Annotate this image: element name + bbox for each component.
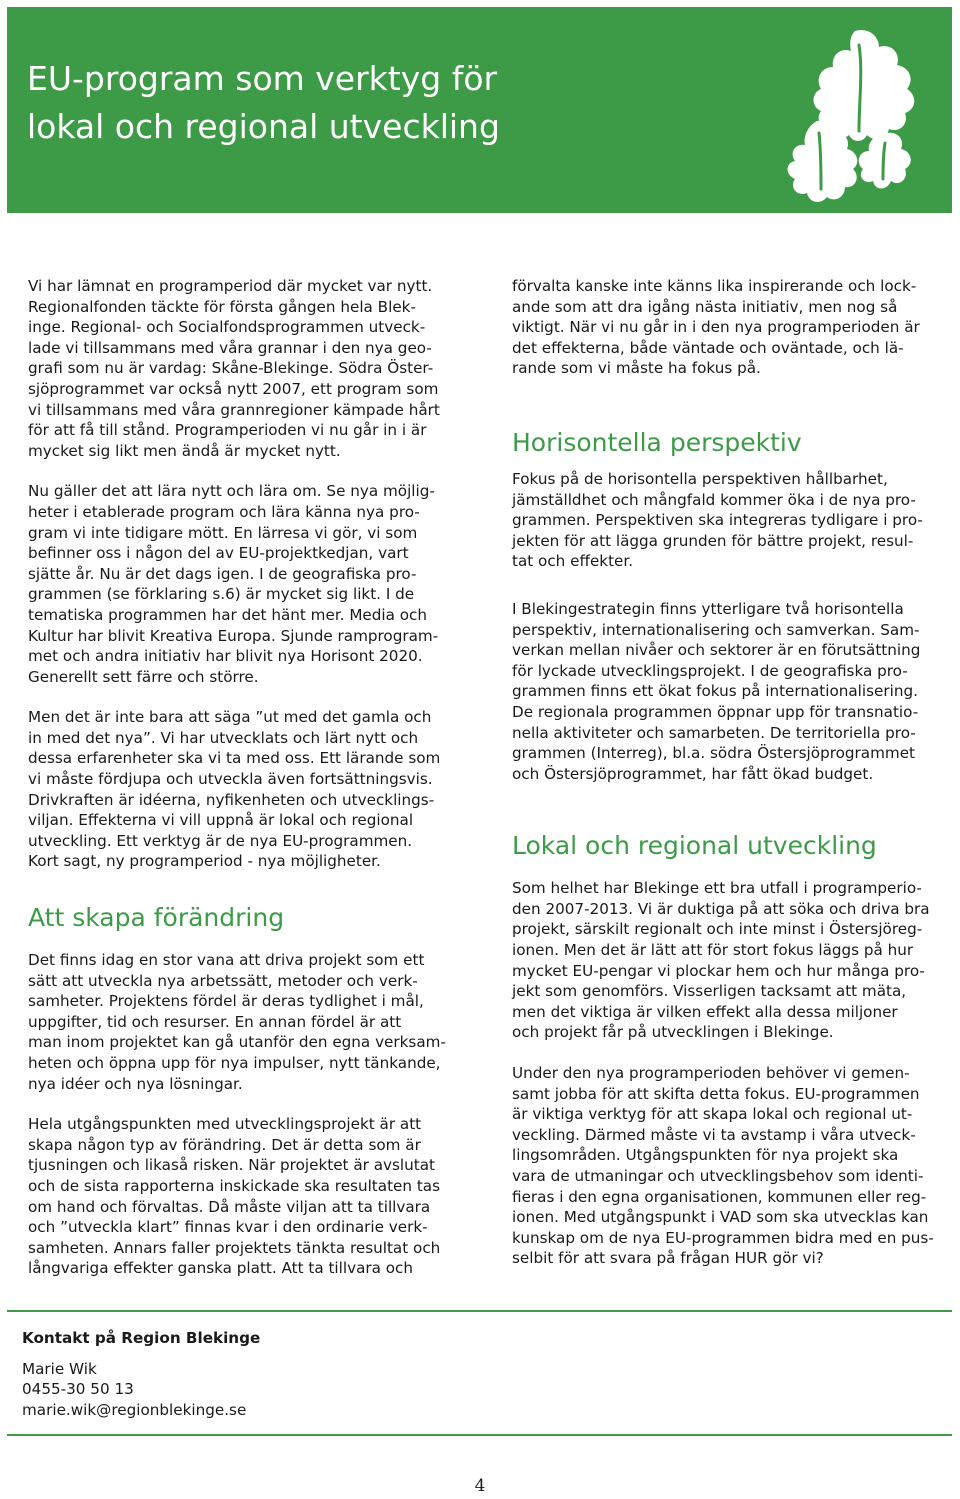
text-line: De regionala programmen öppnar upp för transnatio- bbox=[512, 702, 919, 721]
text-line: om hand och förvaltas. Då måste viljan att ta tillvara bbox=[28, 1197, 431, 1216]
text-line: långvariga effekter ganska platt. Att ta tillvara och bbox=[28, 1259, 414, 1278]
text-line: grammen finns ett ökat fokus på internationalisering. bbox=[512, 682, 918, 701]
text-line: nya idéer och nya lösningar. bbox=[28, 1074, 243, 1093]
text-line: fieras i den egna organisationen, kommunen eller reg- bbox=[512, 1187, 927, 1206]
text-line: skapa någon typ av förändring. Det är detta som är bbox=[28, 1135, 421, 1154]
paragraph bbox=[512, 276, 952, 379]
page-number: 4 bbox=[474, 1476, 486, 1496]
text-line: vara de utmaningar och utvecklingsbehov som identi- bbox=[512, 1167, 924, 1185]
paragraph bbox=[28, 276, 468, 461]
text-line: grammen (se förklaring s.6) är mycket sig likt. I de bbox=[28, 585, 415, 604]
paragraph bbox=[28, 707, 468, 872]
text-line: Kultur har blivit Kreativa Europa. Sjunde ramprogram- bbox=[28, 626, 439, 645]
text-line: samt jobba för att skifta detta fokus. EU-programmen bbox=[512, 1084, 920, 1103]
text-line: mycket EU-pengar vi plockar hem och hur många pro- bbox=[512, 961, 925, 980]
text-line: lingsområden. Utgångspunkten för nya projekt ska bbox=[512, 1146, 899, 1165]
text-line: jekten för att lägga grunden för bättre projekt, resul- bbox=[512, 531, 914, 550]
text-line: jämställdhet och mångfald kommer öka i de nya pro- bbox=[512, 490, 916, 509]
text-line: Hela utgångspunkten med utvecklingsprojekt är att bbox=[28, 1115, 422, 1134]
text-line: Det finns idag en stor vana att driva projekt som ett bbox=[28, 951, 425, 970]
header-banner bbox=[7, 7, 952, 213]
text-line: tjusningen och likaså risken. När projektet är avslutat bbox=[28, 1156, 435, 1175]
text-line: är viktiga verktyg för att skapa lokal och regional ut- bbox=[512, 1105, 913, 1124]
page-title-line-1: EU-program som verktyg för bbox=[27, 59, 498, 98]
text-line: Vi har lämnat en programperiod där mycket var nytt. bbox=[28, 277, 433, 295]
contact-box bbox=[22, 1328, 260, 1420]
text-line: Nu gäller det att lära nytt och lära om. Se nya möjlig- bbox=[28, 482, 435, 501]
text-line: nella aktiviteter och samarbeten. De territoriella pro- bbox=[512, 723, 916, 742]
right-column bbox=[512, 276, 952, 1269]
text-line: heter i etablerade program och lära känna nya pro- bbox=[28, 502, 420, 521]
text-line: och projekt får på utvecklingen i Blekinge. bbox=[512, 1023, 834, 1042]
text-line: rande som vi måste ha fokus på. bbox=[512, 359, 761, 378]
paragraph bbox=[512, 469, 952, 572]
text-line: ionen. Med utgångspunkt i VAD som ska utvecklas kan bbox=[512, 1208, 929, 1227]
text-line: Regionalfonden täckte för första gången hela Blek- bbox=[28, 297, 416, 316]
text-line: för att få till stånd. Programperioden vi nu går in i är bbox=[28, 421, 427, 440]
text-line: sjöprogrammet var också nytt 2007, ett program som bbox=[28, 379, 439, 398]
section-heading-att-skapa-forandring: Att skapa förändring bbox=[28, 903, 285, 933]
text-line: och Östersjöprogrammet, har fått ökad budget. bbox=[512, 764, 874, 783]
page-title-line-2: lokal och regional utveckling bbox=[27, 107, 500, 146]
left-column bbox=[28, 276, 468, 1279]
text-line: heten och öppna upp för nya impulser, nytt tänkande, bbox=[28, 1054, 441, 1072]
text-line: kunskap om de nya EU-programmen bidra med en pus- bbox=[512, 1228, 934, 1247]
text-line: Fokus på de horisontella perspektiven hållbarhet, bbox=[512, 469, 888, 488]
text-line: viktigt. När vi nu går in i den nya programperioden är bbox=[512, 318, 920, 337]
text-line: vi måste fördjupa och utveckla även fortsättningsvis. bbox=[28, 770, 433, 789]
text-line: verkan mellan nivåer och sektorer är en förutsättning bbox=[512, 641, 921, 660]
text-line: grammen (Interreg), bl.a. södra Östersjöprogrammet bbox=[512, 744, 915, 763]
paragraph bbox=[28, 481, 468, 687]
text-line: dessa erfarenheter ska vi ta med oss. Ett lärande som bbox=[28, 749, 441, 768]
contact-name: Marie Wik bbox=[22, 1359, 97, 1378]
text-line: perspektiv, internationalisering och samverkan. Sam- bbox=[512, 620, 920, 639]
contact-phone: 0455-30 50 13 bbox=[22, 1380, 134, 1399]
text-line: sjätte år. Nu är det dags igen. I de geografiska pro- bbox=[28, 564, 417, 583]
text-line: man inom projektet kan gå utanför den egna verksam- bbox=[28, 1033, 446, 1052]
paragraph bbox=[512, 1063, 952, 1269]
text-line: Men det är inte bara att säga ”ut med det gamla och bbox=[28, 708, 432, 727]
text-line: projekt, särskilt regionalt och inte minst i Östersjöreg- bbox=[512, 920, 923, 939]
text-line: förvalta kanske inte känns lika inspirerande och lock- bbox=[512, 277, 917, 295]
contact-title: Kontakt på Region Blekinge bbox=[22, 1329, 261, 1347]
text-line: selbit för att svara på frågan HUR gör vi? bbox=[512, 1249, 824, 1268]
text-line: samheten. Annars faller projektets tänkta resultat och bbox=[28, 1238, 441, 1257]
text-line: jekt som genomförs. Visserligen tacksamt att mäta, bbox=[512, 982, 907, 1001]
text-line: met och andra initiativ har blivit nya Horisont 2020. bbox=[28, 647, 423, 666]
paragraph bbox=[512, 878, 952, 1043]
text-line: Under den nya programperioden behöver vi gemen- bbox=[512, 1064, 910, 1083]
text-line: sätt att utveckla nya arbetssätt, metoder och verk- bbox=[28, 971, 418, 990]
text-line: grammen. Perspektiven ska integreras tydligare i pro- bbox=[512, 511, 923, 530]
text-line: för lyckade utvecklingsprojekt. I de geografiska pro- bbox=[512, 661, 908, 680]
text-line: inge. Regional- och Socialfondsprogrammen utveck- bbox=[28, 318, 426, 337]
text-line: mycket sig likt men ändå är mycket nytt. bbox=[28, 441, 341, 460]
section-heading-lokal-och-regional-utveckling: Lokal och regional utveckling bbox=[512, 831, 877, 861]
contact-divider-bottom bbox=[7, 1434, 952, 1436]
text-line: Som helhet har Blekinge ett bra utfall i programperio- bbox=[512, 879, 922, 898]
page-title bbox=[27, 55, 500, 151]
text-line: Drivkraften är idéerna, nyfikenheten och utvecklings- bbox=[28, 790, 435, 809]
text-line: in med det nya”. Vi har utvecklats och lärt nytt och bbox=[28, 728, 419, 747]
text-line: och de sista rapporterna inskickade ska resultaten tas bbox=[28, 1176, 440, 1195]
text-line: uppgifter, tid och resurser. En annan fördel är att bbox=[28, 1012, 402, 1031]
text-line: grafi som nu är vardag: Skåne-Blekinge. Södra Öster- bbox=[28, 359, 434, 378]
text-line: vi tillsammans med våra grannregioner kämpade hårt bbox=[28, 400, 440, 419]
text-line: och ”utveckla klart” finnas kvar i den ordinarie verk- bbox=[28, 1218, 428, 1237]
text-line: Kort sagt, ny programperiod - nya möjligheter. bbox=[28, 852, 381, 871]
text-line: ande som att dra igång nästa initiativ, men nog så bbox=[512, 297, 898, 316]
contact-divider-top bbox=[7, 1310, 952, 1312]
text-line: det effekterna, både väntade och oväntade, och lä- bbox=[512, 338, 904, 357]
paragraph bbox=[512, 599, 952, 784]
text-line: ionen. Men det är lätt att för stort fokus läggs på hur bbox=[512, 941, 914, 960]
text-line: lade vi tillsammans med våra grannar i den nya geo- bbox=[28, 338, 432, 357]
text-line: befinner oss i någon del av EU-projektkedjan, vart bbox=[28, 544, 409, 563]
paragraph bbox=[28, 950, 468, 1094]
text-line: men det viktiga är vilken effekt alla dessa miljoner bbox=[512, 1002, 898, 1021]
text-line: tematiska programmen har det hänt mer. Media och bbox=[28, 605, 428, 624]
text-line: veckling. Därmed måste vi ta avstamp i våra utveck- bbox=[512, 1125, 916, 1144]
text-line: samheter. Projektens fördel är deras tydlighet i mål, bbox=[28, 992, 424, 1011]
text-line: den 2007-2013. Vi är duktiga på att söka och driva bra bbox=[512, 899, 930, 918]
contact-email[interactable]: marie.wik@regionblekinge.se bbox=[22, 1400, 247, 1419]
oak-leaf-icon bbox=[759, 21, 949, 211]
text-line: utveckling. Ett verktyg är de nya EU-programmen. bbox=[28, 831, 413, 850]
text-line: viljan. Effekterna vi vill uppnå är lokal och regional bbox=[28, 811, 414, 830]
text-line: gram vi inte tidigare mött. En lärresa vi gör, vi som bbox=[28, 523, 418, 542]
text-line: tat och effekter. bbox=[512, 552, 634, 571]
section-heading-horisontella-perspektiv: Horisontella perspektiv bbox=[512, 427, 802, 457]
paragraph bbox=[28, 1114, 468, 1279]
text-line: I Blekingestrategin finns ytterligare två horisontella bbox=[512, 599, 904, 618]
text-line: Generellt sett färre och större. bbox=[28, 667, 259, 686]
